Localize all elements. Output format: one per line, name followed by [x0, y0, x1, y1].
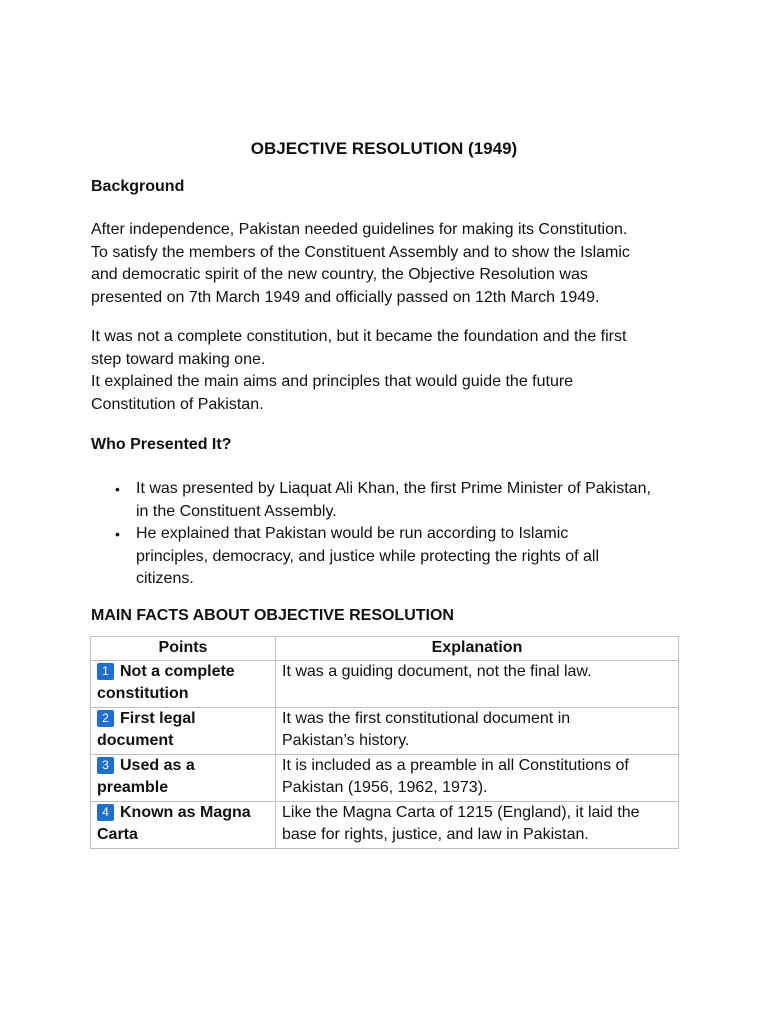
table-row [91, 801, 679, 848]
point-text: constitution [97, 685, 189, 702]
text-line: presented on 7th March 1949 and officially passed on 12th March 1949. [91, 288, 600, 306]
text-line: It was not a complete constitution, but it became the foundation and the first [91, 328, 627, 345]
text-line: He explained that Pakistan would be run according to Islamic [136, 525, 569, 542]
background-heading: Background [91, 178, 185, 195]
list-item [91, 478, 691, 523]
explanation-cell [276, 660, 679, 707]
point-text: Carta [97, 826, 138, 843]
who-presented-heading: Who Presented It? [91, 436, 232, 453]
explanation-text: Pakistan’s history. [282, 732, 410, 749]
column-header-explanation: Explanation [276, 637, 679, 661]
explanation-text: base for rights, justice, and law in Pakistan. [282, 826, 589, 843]
point-cell [91, 707, 276, 754]
number-keycap-icon: 4 [97, 804, 114, 821]
explanation-text: Pakistan (1956, 1962, 1973). [282, 779, 488, 796]
background-paragraph-2 [91, 326, 691, 416]
number-keycap-icon: 2 [97, 710, 114, 727]
main-facts-heading: MAIN FACTS ABOUT OBJECTIVE RESOLUTION [91, 607, 454, 624]
explanation-text: It was a guiding document, not the final law. [282, 662, 592, 680]
number-keycap-icon: 1 [97, 663, 114, 680]
explanation-cell [276, 707, 679, 754]
explanation-text: It was the first constitutional document in [282, 709, 571, 727]
bullet-dot-icon: • [115, 526, 120, 542]
point-text: First legal [120, 709, 196, 727]
list-item [91, 523, 691, 591]
table-row [91, 660, 679, 707]
point-text: Not a complete [120, 662, 235, 680]
text-line: principles, democracy, and justice while protecting the rights of all [136, 547, 600, 565]
point-cell [91, 660, 276, 707]
number-keycap-icon: 3 [97, 757, 114, 774]
explanation-text: It is included as a preamble in all Constitutions of [282, 756, 629, 774]
text-line: It explained the main aims and principles that would guide the future [91, 373, 574, 390]
main-facts-table [90, 636, 679, 849]
table-row [91, 754, 679, 801]
text-line: It was presented by Liaquat Ali Khan, the first Prime Minister of Pakistan, [136, 480, 651, 497]
text-line: and democratic spirit of the new country, the Objective Resolution was [91, 266, 588, 283]
bullet-dot-icon: • [115, 481, 120, 497]
text-line: To satisfy the members of the Constituent Assembly and to show the Islamic [91, 243, 630, 261]
who-presented-list [91, 478, 691, 591]
background-paragraph-1 [91, 219, 691, 309]
point-text: preamble [97, 779, 169, 796]
explanation-cell [276, 754, 679, 801]
text-line: Constitution of Pakistan. [91, 395, 264, 413]
text-line: step toward making one. [91, 350, 266, 368]
point-text: Used as a [120, 756, 195, 774]
table-header-row [91, 637, 679, 661]
text-line: in the Constituent Assembly. [136, 502, 337, 520]
explanation-text: Like the Magna Carta of 1215 (England), it laid the [282, 803, 640, 821]
table-row [91, 707, 679, 754]
page-title: OBJECTIVE RESOLUTION (1949) [250, 139, 518, 158]
point-text: document [97, 732, 174, 749]
explanation-cell [276, 801, 679, 848]
text-line: citizens. [136, 570, 194, 587]
point-cell [91, 801, 276, 848]
point-cell [91, 754, 276, 801]
point-text: Known as Magna [120, 803, 251, 821]
column-header-points: Points [91, 637, 276, 661]
text-line: After independence, Pakistan needed guidelines for making its Constitution. [91, 221, 628, 238]
